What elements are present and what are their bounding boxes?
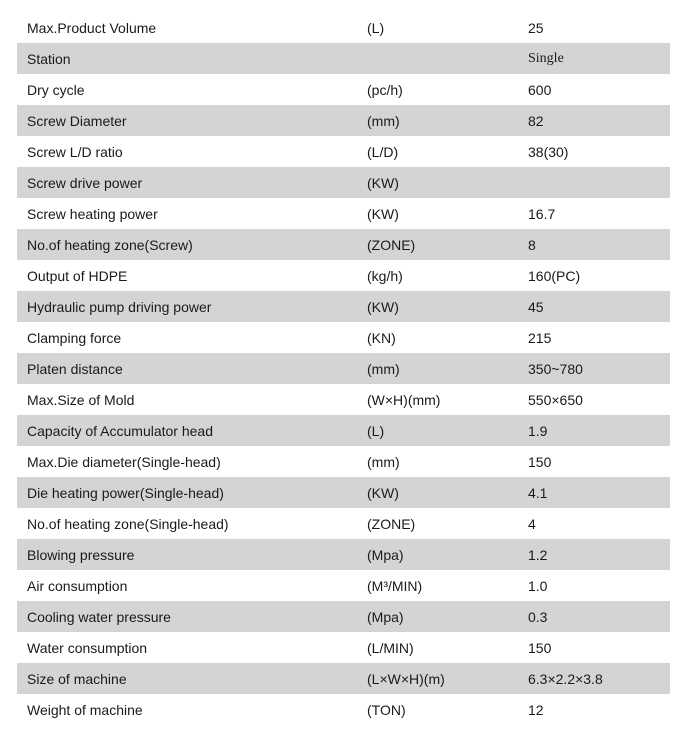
unit-cell: (mm) bbox=[367, 360, 400, 377]
value-cell: 16.7 bbox=[528, 205, 556, 222]
value-cell: 82 bbox=[528, 112, 544, 129]
table-row bbox=[17, 167, 670, 198]
value-cell: 1.0 bbox=[528, 577, 548, 594]
value-cell: 4.1 bbox=[528, 484, 548, 501]
value-cell: 160(PC) bbox=[528, 267, 581, 284]
unit-cell: (TON) bbox=[367, 701, 406, 718]
param-cell: Screw L/D ratio bbox=[27, 143, 123, 160]
table-row bbox=[17, 229, 670, 260]
param-cell: Capacity of Accumulator head bbox=[27, 422, 213, 439]
spec-table bbox=[17, 12, 670, 725]
param-cell: Die heating power(Single-head) bbox=[27, 484, 224, 501]
unit-cell: (M³/MIN) bbox=[367, 577, 423, 594]
unit-cell bbox=[357, 43, 518, 74]
table-row bbox=[17, 260, 670, 291]
param-cell: Blowing pressure bbox=[27, 546, 135, 563]
value-cell: 150 bbox=[528, 639, 552, 656]
param-cell: Max.Die diameter(Single-head) bbox=[27, 453, 221, 470]
value-cell: 25 bbox=[528, 19, 544, 36]
value-cell: 4 bbox=[528, 515, 536, 532]
value-cell: 215 bbox=[528, 329, 552, 346]
value-cell: Single bbox=[528, 50, 564, 66]
unit-cell: (L/D) bbox=[367, 143, 399, 160]
param-cell: Platen distance bbox=[27, 360, 123, 377]
table-row bbox=[17, 539, 670, 570]
param-cell: Max.Product Volume bbox=[27, 19, 157, 36]
unit-cell: (W×H)(mm) bbox=[367, 391, 441, 408]
value-cell: 150 bbox=[528, 453, 552, 470]
unit-cell: (L) bbox=[367, 422, 385, 439]
param-cell: No.of heating zone(Screw) bbox=[27, 236, 193, 253]
value-cell: 600 bbox=[528, 81, 552, 98]
param-cell: Water consumption bbox=[27, 639, 148, 656]
param-cell: Air consumption bbox=[27, 577, 128, 594]
unit-cell: (L/MIN) bbox=[367, 639, 414, 656]
table-row bbox=[17, 322, 670, 353]
param-cell: Screw drive power bbox=[27, 174, 143, 191]
table-row bbox=[17, 43, 670, 74]
table-row bbox=[17, 446, 670, 477]
param-cell: Dry cycle bbox=[27, 81, 85, 98]
param-cell: Screw Diameter bbox=[27, 112, 127, 129]
table-row bbox=[17, 105, 670, 136]
value-cell: 38(30) bbox=[528, 143, 569, 160]
value-cell: 1.9 bbox=[528, 422, 548, 439]
param-cell: Output of HDPE bbox=[27, 267, 128, 284]
value-cell: 0.3 bbox=[528, 608, 548, 625]
unit-cell: (L×W×H)(m) bbox=[367, 670, 445, 687]
value-cell: 12 bbox=[528, 701, 544, 718]
unit-cell: (pc/h) bbox=[367, 81, 403, 98]
table-row bbox=[17, 477, 670, 508]
unit-cell: (KW) bbox=[367, 205, 399, 222]
param-cell: Max.Size of Mold bbox=[27, 391, 135, 408]
table-row bbox=[17, 74, 670, 105]
unit-cell: (kg/h) bbox=[367, 267, 403, 284]
table-row bbox=[17, 632, 670, 663]
unit-cell: (Mpa) bbox=[367, 608, 404, 625]
value-cell: 550×650 bbox=[528, 391, 583, 408]
table-row bbox=[17, 353, 670, 384]
unit-cell: (KW) bbox=[367, 174, 399, 191]
value-cell: 1.2 bbox=[528, 546, 548, 563]
param-cell: Weight of machine bbox=[27, 701, 143, 718]
table-row bbox=[17, 601, 670, 632]
param-cell: Size of machine bbox=[27, 670, 127, 687]
unit-cell: (ZONE) bbox=[367, 236, 416, 253]
param-cell: Screw heating power bbox=[27, 205, 158, 222]
param-cell: Clamping force bbox=[27, 329, 122, 346]
param-cell: No.of heating zone(Single-head) bbox=[27, 515, 229, 532]
table-row bbox=[17, 12, 670, 43]
table-row bbox=[17, 136, 670, 167]
table-row bbox=[17, 508, 670, 539]
table-row bbox=[17, 291, 670, 322]
unit-cell: (L) bbox=[367, 19, 385, 36]
param-cell: Station bbox=[27, 50, 71, 67]
unit-cell: (ZONE) bbox=[367, 515, 416, 532]
value-cell: 8 bbox=[528, 236, 536, 253]
table-row bbox=[17, 415, 670, 446]
unit-cell: (Mpa) bbox=[367, 546, 404, 563]
table-row bbox=[17, 663, 670, 694]
table-row bbox=[17, 570, 670, 601]
param-cell: Hydraulic pump driving power bbox=[27, 298, 212, 315]
table-row bbox=[17, 694, 670, 725]
unit-cell: (mm) bbox=[367, 112, 400, 129]
unit-cell: (mm) bbox=[367, 453, 400, 470]
table-row bbox=[17, 198, 670, 229]
unit-cell: (KN) bbox=[367, 329, 396, 346]
param-cell: Cooling water pressure bbox=[27, 608, 171, 625]
value-cell: 45 bbox=[528, 298, 544, 315]
unit-cell: (KW) bbox=[367, 298, 399, 315]
value-cell bbox=[518, 167, 670, 198]
unit-cell: (KW) bbox=[367, 484, 399, 501]
value-cell: 350~780 bbox=[528, 360, 583, 377]
table-row bbox=[17, 384, 670, 415]
value-cell: 6.3×2.2×3.8 bbox=[528, 670, 603, 687]
